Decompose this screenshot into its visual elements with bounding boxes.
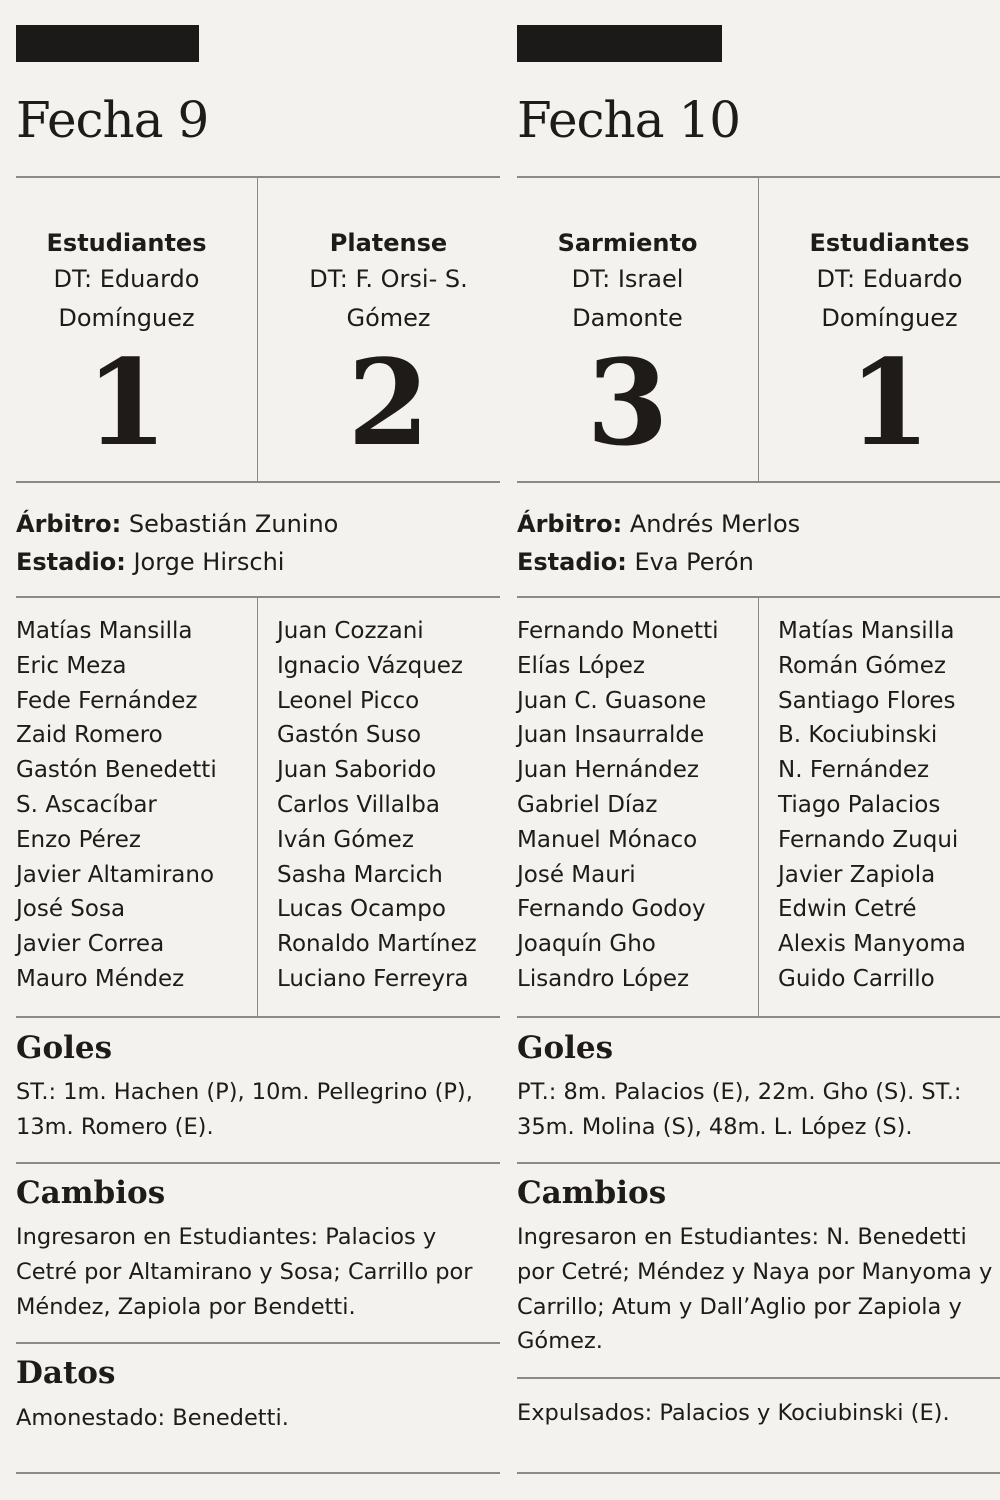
player-name: Fernando Godoy — [517, 896, 706, 923]
away-roster — [778, 614, 966, 997]
home-team — [517, 226, 738, 338]
changes-text: Ingresaron en Estudiantes: Palacios y Cetré por Altamirano y Sosa; Carrillo por Méndez, Zapiola por Bendetti. — [16, 1224, 473, 1320]
away-score: 1 — [848, 333, 931, 472]
changes-text: Ingresaron en Estudiantes: N. Benedetti por Cetré; Méndez y Naya por Manyoma y Carrillo; Atum y Dall’Aglio por Zapiola y Gómez. — [517, 1224, 993, 1355]
team-name: Platense — [329, 229, 448, 257]
player-name: Fernando Zuqui — [778, 826, 959, 853]
player-name: Juan Hernández — [517, 757, 699, 784]
referee-name: Andrés Merlos — [622, 510, 801, 538]
roster-divider — [257, 597, 258, 1017]
divider — [517, 1377, 1000, 1379]
player-name: Javier Correa — [16, 931, 165, 958]
goals-text: ST.: 1m. Hachen (P), 10m. Pellegrino (P), 13m. Romero (E). — [16, 1079, 473, 1140]
divider — [16, 1162, 500, 1164]
data-text: Amonestado: Benedetti. — [16, 1405, 289, 1431]
player-name: Joaquín Gho — [517, 931, 656, 958]
fecha-title: Fecha 9 — [16, 91, 209, 149]
team-name: Estudiantes — [46, 229, 207, 257]
home-score: 1 — [85, 333, 168, 472]
player-name: Román Gómez — [778, 652, 946, 679]
player-name: Matías Mansilla — [16, 618, 193, 644]
player-name: Iván Gómez — [277, 826, 414, 853]
player-name: José Sosa — [16, 896, 126, 923]
team-coach: DT: Eduardo Domínguez — [816, 265, 963, 332]
player-name: Enzo Pérez — [16, 826, 141, 853]
player-name: Edwin Cetré — [778, 896, 917, 923]
goals-title: Goles — [16, 1030, 113, 1066]
player-name: Ronaldo Martínez — [277, 931, 477, 958]
player-name: Alexis Manyoma — [778, 931, 966, 958]
player-name: Mauro Méndez — [16, 965, 185, 992]
player-name: Lucas Ocampo — [277, 896, 446, 923]
divider — [16, 481, 500, 483]
away-roster — [277, 614, 477, 997]
player-name: Gastón Suso — [277, 722, 422, 749]
player-name: Eric Meza — [16, 652, 127, 679]
player-name: Santiago Flores — [778, 687, 956, 714]
stadium-label: Estadio: — [16, 548, 126, 576]
roster-divider — [758, 597, 759, 1017]
player-name: S. Ascacíbar — [16, 791, 157, 818]
referee-label: Árbitro: — [517, 510, 623, 538]
home-score: 3 — [586, 333, 669, 472]
stadium-name: Jorge Hirschi — [125, 548, 285, 576]
divider — [517, 1472, 1000, 1474]
player-name: Juan C. Guasone — [517, 687, 707, 714]
player-name: Ignacio Vázquez — [277, 652, 463, 679]
stadium-label: Estadio: — [517, 548, 627, 576]
stadium-name: Eva Perón — [626, 548, 754, 576]
player-name: Luciano Ferreyra — [277, 965, 469, 992]
referee-label: Árbitro: — [16, 510, 122, 538]
player-name: Tiago Palacios — [778, 791, 941, 818]
home-roster — [16, 614, 217, 997]
referee-line — [16, 505, 338, 543]
data-title: Datos — [16, 1355, 116, 1391]
goals-text: PT.: 8m. Palacios (E), 22m. Gho (S). ST.: 35m. Molina (S), 48m. L. López (S). — [517, 1079, 962, 1140]
team-name: Estudiantes — [809, 229, 970, 257]
player-name: Zaid Romero — [16, 722, 163, 749]
divider — [517, 1162, 1000, 1164]
home-team — [16, 226, 237, 338]
player-name: Juan Insaurralde — [517, 722, 705, 749]
changes-title: Cambios — [517, 1175, 667, 1211]
referee-line — [517, 505, 800, 543]
away-score: 2 — [347, 333, 430, 472]
away-team — [779, 226, 1000, 338]
section-tag-bar — [16, 25, 199, 62]
divider — [16, 176, 500, 178]
player-name: Leonel Picco — [277, 687, 420, 714]
expelled-text: Expulsados: Palacios y Kociubinski (E). — [517, 1400, 950, 1426]
section-tag-bar — [517, 25, 722, 62]
player-name: N. Fernández — [778, 757, 930, 784]
changes-title: Cambios — [16, 1175, 166, 1211]
player-name: Guido Carrillo — [778, 965, 935, 992]
divider — [16, 596, 500, 598]
divider — [517, 481, 1000, 483]
team-coach: DT: F. Orsi- S. Gómez — [309, 265, 468, 332]
player-name: Sasha Marcich — [277, 861, 443, 888]
fecha-title: Fecha 10 — [517, 91, 741, 149]
divider — [16, 1342, 500, 1344]
player-name: Juan Saborido — [277, 757, 437, 784]
player-name: Javier Zapiola — [778, 861, 936, 888]
player-name: Juan Cozzani — [277, 618, 424, 644]
stadium-line — [16, 543, 338, 581]
player-name: José Mauri — [517, 861, 636, 888]
stadium-line — [517, 543, 800, 581]
player-name: Gabriel Díaz — [517, 791, 658, 818]
player-name: Matías Mansilla — [778, 618, 955, 644]
player-name: Fede Fernández — [16, 687, 198, 714]
match-info — [16, 505, 338, 581]
home-roster — [517, 614, 718, 997]
player-name: Javier Altamirano — [16, 861, 215, 888]
match-fecha-10 — [517, 0, 1000, 1500]
player-name: Carlos Villalba — [277, 791, 440, 818]
divider — [517, 1016, 1000, 1018]
match-info — [517, 505, 800, 581]
referee-name: Sebastián Zunino — [121, 510, 339, 538]
away-team — [278, 226, 499, 338]
player-name: Manuel Mónaco — [517, 826, 698, 853]
player-name: Fernando Monetti — [517, 618, 719, 644]
player-name: Gastón Benedetti — [16, 757, 217, 784]
divider — [16, 1016, 500, 1018]
score-divider — [758, 177, 759, 482]
player-name: Lisandro López — [517, 965, 690, 992]
team-coach: DT: Eduardo Domínguez — [53, 265, 200, 332]
player-name: B. Kociubinski — [778, 722, 938, 749]
goals-title: Goles — [517, 1030, 614, 1066]
match-fecha-9 — [16, 0, 500, 1500]
score-divider — [257, 177, 258, 482]
team-coach: DT: Israel Damonte — [571, 265, 684, 332]
divider — [16, 1472, 500, 1474]
team-name: Sarmiento — [557, 229, 698, 257]
player-name: Elías López — [517, 652, 646, 679]
